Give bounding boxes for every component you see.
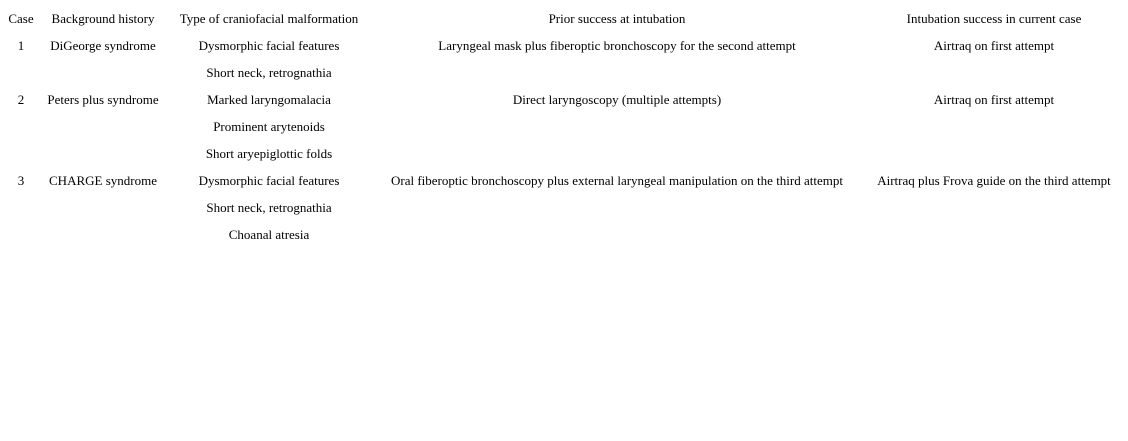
prior-success: Direct laryngoscopy (multiple attempts) bbox=[512, 92, 722, 107]
current-success: Airtraq on first attempt bbox=[933, 92, 1055, 107]
case-number: 2 bbox=[17, 92, 25, 107]
malformation: Marked laryngomalacia bbox=[207, 92, 331, 107]
table-row bbox=[4, 113, 1124, 140]
malformation: Choanal atresia bbox=[228, 227, 310, 242]
malformation: Dysmorphic facial features bbox=[198, 173, 340, 188]
background-history: Peters plus syndrome bbox=[47, 92, 159, 107]
table-row bbox=[4, 194, 1124, 221]
header-background-history: Background history bbox=[51, 11, 155, 26]
table-row bbox=[4, 221, 1124, 248]
prior-success: Laryngeal mask plus fiberoptic bronchoscopy for the second attempt bbox=[438, 38, 796, 53]
table-row bbox=[4, 32, 1124, 59]
case-summary-table bbox=[4, 5, 1124, 248]
header-current-success: Intubation success in current case bbox=[906, 11, 1082, 26]
malformation: Short aryepiglottic folds bbox=[205, 146, 333, 161]
case-number: 1 bbox=[17, 38, 25, 53]
table-row bbox=[4, 59, 1124, 86]
malformation: Prominent arytenoids bbox=[213, 119, 325, 134]
background-history: CHARGE syndrome bbox=[49, 173, 157, 188]
header-malformation-type: Type of craniofacial malformation bbox=[179, 11, 359, 26]
malformation: Short neck, retrognathia bbox=[206, 200, 332, 215]
current-success: Airtraq plus Frova guide on the third attempt bbox=[877, 173, 1111, 188]
current-success: Airtraq on first attempt bbox=[933, 38, 1055, 53]
case-number: 3 bbox=[17, 173, 25, 188]
table-row bbox=[4, 140, 1124, 167]
table-row bbox=[4, 86, 1124, 113]
prior-success: Oral fiberoptic bronchoscopy plus external laryngeal manipulation on the third attempt bbox=[391, 173, 843, 188]
table-row bbox=[4, 167, 1124, 194]
header-row bbox=[4, 5, 1124, 32]
background-history: DiGeorge syndrome bbox=[50, 38, 156, 53]
header-case: Case bbox=[8, 11, 34, 26]
malformation: Short neck, retrognathia bbox=[206, 65, 332, 80]
header-prior-success: Prior success at intubation bbox=[548, 11, 686, 26]
malformation: Dysmorphic facial features bbox=[198, 38, 340, 53]
